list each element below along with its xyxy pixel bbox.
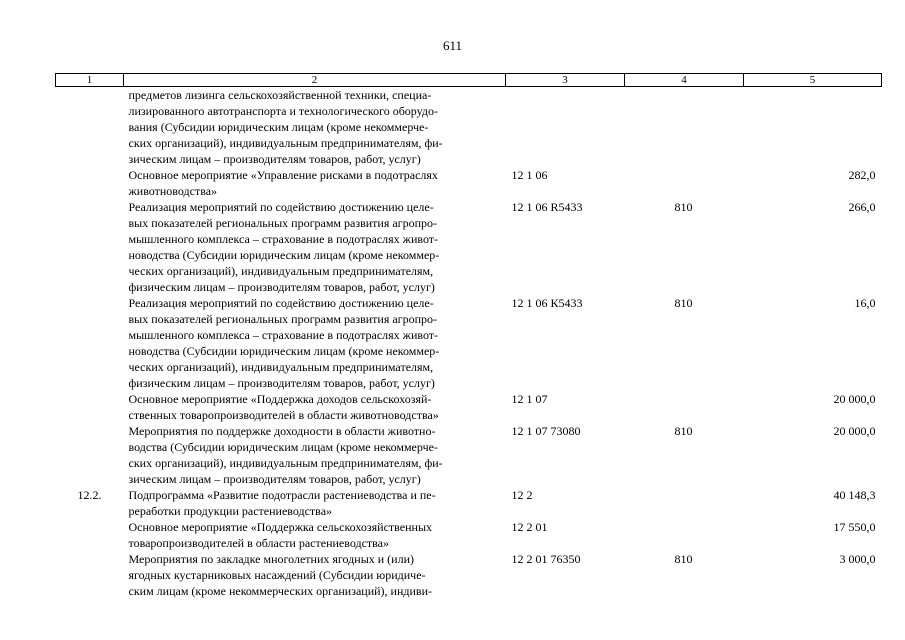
row-target-code: 12 1 07 73080 — [511, 424, 581, 438]
table-row — [56, 295, 882, 391]
row-expense-type — [625, 487, 744, 519]
row-target-code: 12 1 06 К5433 — [511, 296, 583, 310]
row-number — [56, 391, 124, 423]
row-number — [56, 167, 124, 199]
table-row — [56, 199, 882, 295]
row-target-code: 12 2 — [511, 488, 533, 502]
row-number — [56, 423, 124, 487]
table-row — [56, 487, 882, 519]
column-header-3: 3 — [506, 74, 625, 87]
row-number — [56, 551, 124, 599]
row-description: Реализация мероприятий по содействию достижению целе- вых показателей региональных программ развития агропро- мышленного комплекса – страхование в подотраслях живот- новодства (Субсидии юридическим лицам (кроме некоммер- ческих организаций), индивидуальным предпринимателям, физическим лицам – производителям товаров, работ, услуг) — [128, 296, 440, 390]
row-description: Мероприятия по закладке многолетних ягодных и (или) ягодных кустарниковых насаждений (Субсидии юридиче- ским лицам (кроме некоммерческих организаций), индиви- — [128, 552, 433, 598]
row-target-code: 12 1 06 — [511, 168, 548, 182]
budget-table — [55, 73, 882, 599]
row-amount: 16,0 — [854, 296, 876, 310]
row-amount: 3 000,0 — [839, 552, 876, 566]
column-header-1: 1 — [56, 74, 124, 87]
row-expense-type: 810 — [674, 552, 693, 566]
row-target-code: 12 1 06 R5433 — [511, 200, 583, 214]
row-amount: 20 000,0 — [833, 424, 876, 438]
row-number: 12.2. — [77, 488, 102, 502]
row-number — [56, 199, 124, 295]
row-description: Основное мероприятие «Поддержка доходов сельскохозяй- ственных товаропроизводителей в области животноводства» — [128, 392, 439, 422]
row-expense-type: 810 — [674, 424, 693, 438]
row-amount: 266,0 — [848, 200, 876, 214]
row-target-code — [506, 87, 625, 168]
table-row — [56, 391, 882, 423]
row-target-code: 12 2 01 76350 — [511, 552, 581, 566]
row-expense-type — [625, 519, 744, 551]
row-description: предметов лизинга сельскохозяйственной техники, специа- лизированного автотранспорта и технологического оборудо- вания (Субсидии юридическим лицам (кроме некоммерче- ских организаций), индивидуальным предпринимателям, фи- зическим лицам – производителям товаров, работ, услуг) — [128, 88, 443, 166]
table-row — [56, 551, 882, 599]
row-amount: 282,0 — [848, 168, 876, 182]
table-row — [56, 87, 882, 168]
row-number — [56, 87, 124, 168]
table-header-row — [56, 74, 882, 87]
row-description: Мероприятия по поддержке доходности в области животно- водства (Субсидии юридическим лицам (кроме некоммерче- ских организаций), индивидуальным предпринимателям, фи- зическим лицам – производителям товаров, работ, услуг) — [128, 424, 443, 486]
row-number — [56, 519, 124, 551]
column-header-4: 4 — [625, 74, 744, 87]
column-header-2: 2 — [124, 74, 506, 87]
column-header-5: 5 — [744, 74, 882, 87]
row-amount: 17 550,0 — [833, 520, 876, 534]
row-description: Реализация мероприятий по содействию достижению целе- вых показателей региональных программ развития агропро- мышленного комплекса – страхование в подотраслях живот- новодства (Субсидии юридическим лицам (кроме некоммер- ческих организаций), индивидуальным предпринимателям, физическим лицам – производителям товаров, работ, услуг) — [128, 200, 440, 294]
row-description: Подпрограмма «Развитие подотрасли растениеводства и пе- реработки продукции растениеводства» — [128, 488, 436, 518]
table-row — [56, 423, 882, 487]
row-expense-type: 810 — [674, 200, 693, 214]
row-amount: 20 000,0 — [833, 392, 876, 406]
row-expense-type — [625, 87, 744, 168]
row-target-code: 12 2 01 — [511, 520, 548, 534]
row-description: Основное мероприятие «Управление рисками в подотраслях животноводства» — [128, 168, 438, 198]
row-expense-type: 810 — [674, 296, 693, 310]
row-amount — [744, 87, 882, 168]
row-amount: 40 148,3 — [833, 488, 876, 502]
row-number — [56, 295, 124, 391]
row-expense-type — [625, 391, 744, 423]
table-row — [56, 167, 882, 199]
table-row — [56, 519, 882, 551]
row-expense-type — [625, 167, 744, 199]
page-number: 611 — [442, 38, 463, 53]
row-target-code: 12 1 07 — [511, 392, 548, 406]
row-description: Основное мероприятие «Поддержка сельскохозяйственных товаропроизводителей в области растениеводства» — [128, 520, 433, 550]
